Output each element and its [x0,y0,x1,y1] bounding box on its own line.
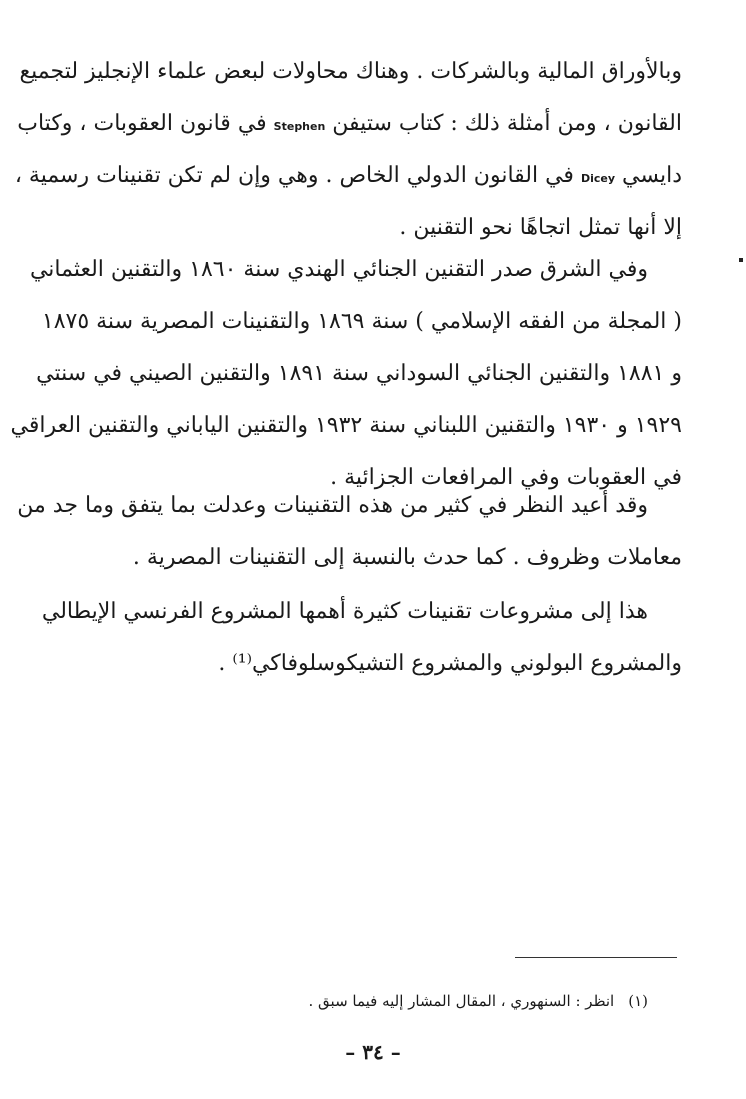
paragraph-2-line-1: وفي الشرق صدر التقنين الجنائي الهندي سنة ١٨٦٠ والتقنين العثماني [29,257,648,282]
line-2-part-b: في قانون العقوبات ، وكتاب [17,111,274,136]
latin-word-dicey: Dicey [580,172,615,185]
paragraph-1-line-1: وبالأوراق المالية وبالشركات . وهناك محاولات لبعض علماء الإنجليز لتجميع [19,59,682,84]
line-3-part-b: في القانون الدولي الخاص . وهي وإن لم تكن تقنينات رسمية ، [14,163,581,188]
footnote [309,992,649,1010]
line-3-part-a: دايسي [615,163,682,188]
footnote-text: انظر : السنهوري ، المقال المشار إليه فيما سبق . [308,992,615,1010]
paragraph-2-line-4: ١٩٢٩ و ١٩٣٠ والتقنين اللبناني سنة ١٩٣٢ والتقنين الياباني والتقنين العراقي [10,413,682,438]
paragraph-4 [41,586,682,690]
paragraph-3-line-2: معاملات وظروف . كما حدث بالنسبة إلى التقنينات المصرية . [132,545,682,570]
footnote-number: (١) [628,992,648,1010]
line-2-part-a: القانون ، ومن أمثلة ذلك : كتاب ستيفن [325,111,682,136]
paragraph-1 [14,46,682,254]
scan-mark [739,258,743,262]
paragraph-4-line-1: هذا إلى مشروعات تقنينات كثيرة أهمها المشروع الفرنسي الإيطالي [41,599,648,624]
footnote-divider [515,957,677,958]
paragraph-3 [17,480,682,584]
paragraph-2-line-5: في العقوبات وفي المرافعات الجزائية . [330,465,682,490]
page-number: – ٣٤ – [345,1040,401,1064]
paragraph-2 [10,244,682,504]
paragraph-1-line-4: إلا أنها تمثل اتجاهًا نحو التقنين . [399,215,682,240]
paragraph-4-line-2: والمشروع البولوني والمشروع التشيكوسلوفاكي⁽¹⁾ . [218,651,682,676]
latin-word-stephen: Stephen [273,120,326,133]
paragraph-1-line-2 [17,98,682,150]
paragraph-2-line-3: و ١٨٨١ والتقنين الجنائي السوداني سنة ١٨٩١ والتقنين الصيني في سنتي [36,361,682,386]
paragraph-3-line-1: وقد أعيد النظر في كثير من هذه التقنينات وعدلت بما يتفق وما جد من [17,493,648,518]
paragraph-1-line-3 [14,150,682,202]
paragraph-2-line-2: ( المجلة من الفقه الإسلامي ) سنة ١٨٦٩ والتقنينات المصرية سنة ١٨٧٥ [41,309,682,334]
